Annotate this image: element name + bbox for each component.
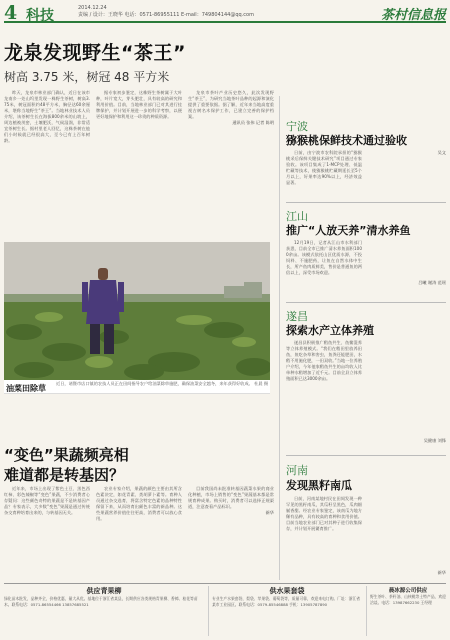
ad-title: 供应青果柳 <box>86 587 122 595</box>
masthead <box>4 3 446 23</box>
brief-body-ningbo-2 <box>368 150 446 198</box>
second-headline-line1: “变色”果蔬频亮相 <box>4 446 129 464</box>
second-body-col2: 农业专家介绍，果蔬的颜色主要由其所含色素决定，如花青素、类胡萝卜素等。育种人员通过杂交选育，将富含特定色素的品种特性保留下来，从而培育出颜色丰富的新品种。这些果蔬营养价值往往更高，消费者可以放心食用。 <box>96 486 182 521</box>
lead-body-col1: 昨天，龙泉市林业部门确认，近日在该市龙南乡一处山坞里发现一株野生茶树，树高3.75米，树冠面积约48平方米，胸径达60余厘米，堪称当地野生“茶王”。当地林业技术人员介绍，该茶树生长在海拔800余米的山坡上，周边植被茂密，土壤肥沃，气候湿润，非常适宜茶树生长。据村里老人回忆，这株茶树在他们小时候就已经很高大，至今已有上百年树龄。 <box>4 90 90 143</box>
brief-tag-henan: 河南 <box>286 464 308 477</box>
brief-byline-jiangshan: 吕曦 谢涛 范瑶 <box>418 280 446 285</box>
divider <box>286 455 446 456</box>
brief-headline-henan: 发现黑籽南瓜 <box>286 479 352 492</box>
lead-body-col2: 据专家初步鉴定，这株野生茶树属于大叶种，叶片宽大，芽头肥壮，具有较高的研究和利用价值。目前，当地林业部门已对其进行挂牌保护，并计划开展进一步的科学考察，以便更好地保护和利用这一珍贵的种质资源。 <box>96 90 182 119</box>
classified-ads <box>4 583 446 638</box>
brief-byline-ningbo: 吴文 <box>437 150 446 155</box>
ad-title: 晨冰源公司供应 <box>388 588 428 594</box>
brief-byline-suichang: 吴健康 刘锋 <box>423 438 446 443</box>
ad-body: 绿化苗木批发，品种齐全，价格优惠，量大从优。基地位于浙江省某县，长期供应各类规格青果柳、香樟、桂花等苗木。联系电话：0571-86554466 13857685521 <box>4 596 198 607</box>
section-title: 科技 <box>26 8 54 24</box>
divider <box>208 586 209 636</box>
second-headline-line2: 难道都是转基因？ <box>4 466 125 484</box>
brief-byline-henan: 新华 <box>437 570 446 575</box>
second-byline: 新华 <box>265 510 274 515</box>
lead-byline: 通讯员 张伟 记者 陈明 <box>232 120 274 125</box>
brief-body-ningbo-1: 日前，由宁波市农科院承担的“猕猴桃采后保鲜关键技术研究”项目通过专家验收。该项目集成了1-MCP处理、低温贮藏等技术，使猕猴桃贮藏期延长至5个月以上，好果率达90%以上，经济效益显著。 <box>286 150 362 185</box>
brief-headline-jiangshan: 推广“人放天养”清水养鱼 <box>286 224 411 237</box>
second-body-col1: 近年来，市场上出现了紫色土豆、黑色西红柿、彩色辣椒等“变色”果蔬，不少消费者心存疑问：这些颜色奇特的果蔬是不是转基因产品？专家表示，大多数“变色”果蔬是通过传统杂交育种培育出来的，与转基因无关。 <box>4 486 90 515</box>
ad-body: 专业生产水果套袋、梨袋、苹果袋、葡萄袋等，质量可靠，欢迎来电订购。厂址：浙江省某市工业园区。联系电话：0579-85546888 手机：13905787890 <box>212 596 361 607</box>
ad-body: 野生茶叶、茶籽油、山核桃等土特产品，欢迎洽谈。电话：13987662230 王经理 <box>370 594 446 605</box>
second-body-col3: 目前我国尚未批准转基因蔬菜水果的商业化种植，市场上销售的“变色”果蔬基本都是常规育种成果。购买时，消费者可以选择正规渠道，注意查看产品标识。 新华 <box>188 486 274 515</box>
brief-body-jiangshan-2 <box>368 240 446 296</box>
brief-tag-jiangshan: 江山 <box>286 210 308 223</box>
divider <box>286 202 446 203</box>
ad-seedlings <box>4 586 204 638</box>
photo-caption: 近日，诸暨市店口镇的农技人员正在田间指导农户给油菜除草施肥，确保油菜安全越冬，来年获得好收成。 杜晨 摄 <box>56 381 269 386</box>
lead-body-col3: 龙泉市茶叶产业历史悠久，此次发现野生“茶王”，为研究当地茶叶品种的起源和演化提供了重要依据。据了解，近年来当地高度重视古树名木保护工作，已建立完善的保护档案。 通讯员 张伟 记者 陈明 <box>188 90 274 125</box>
brief-tag-suichang: 遂昌 <box>286 310 308 323</box>
field-photo <box>4 242 270 380</box>
lead-subhead: 树高 3.75 米，树冠 48 平方米 <box>4 70 170 84</box>
photo-title: 油菜田除草 <box>4 380 270 394</box>
lead-headline: 龙泉发现野生“茶王” <box>4 42 186 64</box>
masthead-meta <box>78 5 254 19</box>
brief-headline-ningbo: 猕猴桃保鲜技术通过验收 <box>286 134 407 147</box>
brief-body-henan-2 <box>368 496 446 580</box>
brief-body-henan-1: 日前，河南某地村民在田间发现一种罕见的黑籽南瓜，其瓜籽呈黑色，瓜肉细腻香甜。经农业专家鉴定，该南瓜为地方稀有品种，具有较高的育种和食用价值。目前当地农业部门已对其种子进行收集保存，并计划开展繁育推广。 <box>286 496 362 531</box>
paper-name: 茶村信息报 <box>380 8 446 23</box>
ad-fruit-bags <box>212 586 362 638</box>
divider <box>366 586 367 636</box>
brief-body-suichang-2 <box>368 340 446 450</box>
brief-headline-suichang: 探索水产立体养殖 <box>286 324 374 337</box>
page-number: 4 <box>4 2 18 24</box>
editor-contact: 责编 / 设计：王晓华 电话：0571-86955111 E-mail：749804144@qq.com <box>78 12 254 18</box>
ad-company <box>370 586 446 638</box>
ad-title: 供水果套袋 <box>269 587 305 595</box>
brief-body-jiangshan-1: 12月19日，记者从江山市水利部门获悉，目前全市已推广清水养鱼面积1000余亩。该模式依托山区优质水源，不投饲料、不施肥药，让鱼在自然水体中生长，所产鱼肉质鲜美，售价是普通鱼的两倍以上，深受市场欢迎。 <box>286 240 362 275</box>
divider <box>286 302 446 303</box>
brief-tag-ningbo: 宁波 <box>286 120 308 133</box>
issue-date: 2014.12.24 <box>78 5 107 11</box>
column-divider <box>279 96 280 580</box>
brief-body-suichang-1: 遂昌县积极推广稻鱼共生、鱼鳖混养等立体养殖模式。“我们在稻田里放养田鱼，鱼吃杂草和害虫，鱼粪还能肥田，水稻不用施化肥，一田双收。”当地一位养殖户介绍，今年他家稻鱼共生的亩均收入比单种水稻增加了近千元。目前全县立体养殖面积已达3000余亩。 <box>286 340 362 381</box>
